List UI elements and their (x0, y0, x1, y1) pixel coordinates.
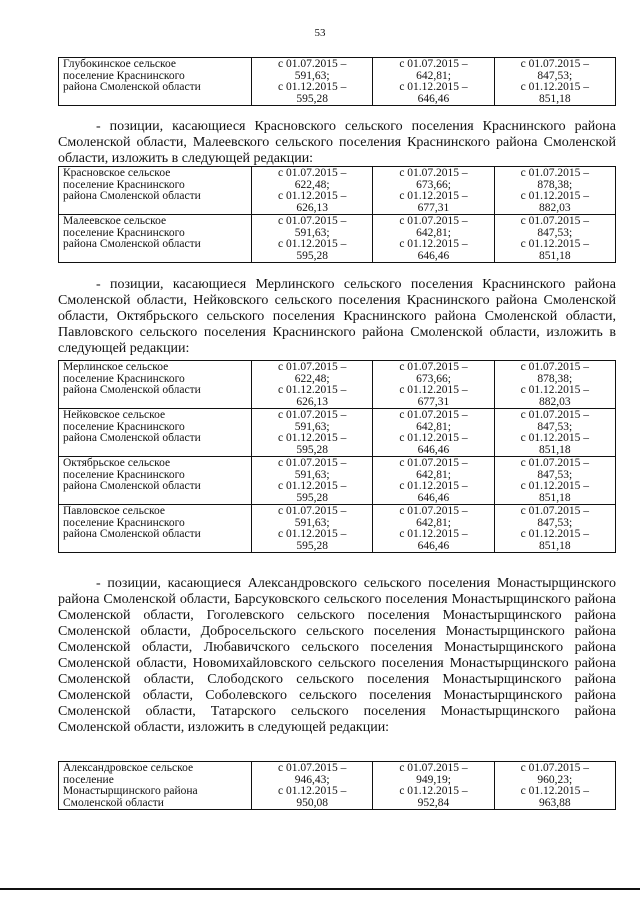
tariff-value-line: с 01.07.2015 – (399, 457, 468, 469)
tariff-value-line: 952,84 (417, 796, 450, 809)
table-row (59, 505, 616, 553)
tariff-value-line: с 01.07.2015 – (399, 58, 468, 70)
settlement-name-line: Монастырщинского района (63, 785, 198, 797)
settlement-name-line: Павловское сельское (63, 505, 165, 517)
tariff-value-line: с 01.12.2015 – (399, 238, 468, 250)
tariff-value-line: 591,63; (294, 420, 330, 433)
settlement-name-line: района Смоленской области (63, 528, 201, 540)
tariff-value-line: с 01.12.2015 – (520, 432, 589, 444)
tariff-table-glubokinskoe (58, 57, 616, 106)
tariff-value-line: с 01.12.2015 – (520, 528, 589, 540)
tariff-value-line: 847,53; (537, 226, 573, 239)
settlement-name-line: района Смоленской области (63, 190, 201, 202)
tariff-value-line: 851,18 (539, 491, 571, 504)
tariff-value-line: 591,63; (294, 516, 330, 529)
settlement-name-line: поселение Краснинского (63, 468, 185, 481)
table-row (59, 457, 616, 505)
tariff-value-line: с 01.07.2015 – (399, 167, 468, 179)
table-row (59, 409, 616, 457)
tariff-value-line: 646,46 (417, 491, 450, 504)
tariff-value-cell (494, 505, 615, 553)
tariff-table-merlinskoe-pavlovskoe (58, 360, 616, 553)
tariff-value-line: 673,66; (416, 372, 451, 385)
tariff-value-cell (373, 361, 494, 409)
paragraph-text: - позиции, касающиеся Александровского сельского поселения Монастырщинского района Смоленской области, Барсуковского сельского поселения Монастырщинского района Смоленской области, Гоголевского сельского поселения Монастырщинского района Смоленской области, Добросельского сельского поселения Монастырщинского района Смоленской области, Любавичского сельского поселения Монастырщинского района Смоленской области, Новомихайловского сельского поселения Монастырщинского района Смоленской области, Слободского сельского поселения Монастырщинского района Смоленской области, Соболевского сельского поселения Монастырщинского района Смоленской области, Татарского сельского поселения Монастырщинского района Смоленской области, изложить в следующей редакции: (58, 576, 616, 735)
tariff-table-aleksandrovskoe (58, 761, 616, 810)
tariff-value-line: с 01.07.2015 – (520, 762, 589, 774)
table-row (59, 167, 616, 215)
tariff-value-line: 642,81; (416, 226, 451, 239)
tariff-value-line: 960,23; (537, 773, 573, 786)
tariff-value-line: с 01.07.2015 – (399, 361, 468, 373)
settlement-name-line: Красновское сельское (63, 167, 171, 179)
tariff-value-cell (494, 762, 615, 810)
tariff-value-line: с 01.12.2015 – (277, 238, 347, 250)
settlement-name-cell (59, 457, 252, 505)
tariff-value-line: 847,53; (537, 516, 573, 529)
tariff-value-line: 646,46 (417, 443, 450, 456)
settlement-name-line: поселение Краснинского (63, 420, 185, 433)
tariff-value-line: 642,81; (416, 420, 451, 433)
tariff-value-cell (494, 215, 615, 263)
tariff-value-line: 591,63; (294, 226, 330, 239)
tariff-value-line: с 01.12.2015 – (277, 480, 347, 492)
tariff-value-line: 847,53; (537, 69, 573, 82)
tariff-value-cell (252, 215, 373, 263)
tariff-value-line: с 01.07.2015 – (277, 361, 347, 373)
tariff-value-cell (494, 361, 615, 409)
paragraph-krasnovskoe-maleevskoe (58, 119, 616, 167)
tariff-value-line: 595,28 (296, 92, 328, 105)
tariff-value-cell (252, 58, 373, 106)
tariff-value-line: с 01.07.2015 – (277, 505, 347, 517)
tariff-value-line: с 01.07.2015 – (520, 505, 589, 517)
table-row (59, 762, 616, 810)
tariff-value-line: с 01.12.2015 – (520, 238, 589, 250)
tariff-value-line: 595,28 (296, 539, 328, 552)
settlement-name-cell (59, 505, 252, 553)
tariff-value-line: с 01.07.2015 – (277, 457, 347, 469)
settlement-name-cell (59, 215, 252, 263)
tariff-value-line: 642,81; (416, 516, 451, 529)
settlement-name-line: Мерлинское сельское (63, 361, 169, 373)
tariff-value-line: с 01.07.2015 – (399, 215, 468, 227)
tariff-value-line: с 01.12.2015 – (399, 81, 468, 93)
tariff-value-line: с 01.07.2015 – (399, 762, 468, 774)
tariff-value-line: с 01.12.2015 – (399, 432, 468, 444)
settlement-name-line: поселение (63, 773, 114, 786)
tariff-value-line: с 01.12.2015 – (520, 190, 589, 202)
tariff-value-line: с 01.12.2015 – (399, 785, 468, 797)
tariff-value-line: 642,81; (416, 69, 451, 82)
settlement-name-cell (59, 762, 252, 810)
tariff-value-line: с 01.12.2015 – (399, 190, 468, 202)
settlement-name-line: района Смоленской области (63, 81, 201, 93)
settlement-name-line: поселение Краснинского (63, 69, 185, 82)
tariff-value-cell (252, 762, 373, 810)
tariff-value-line: 963,88 (539, 796, 571, 809)
tariff-value-line: 646,46 (417, 92, 450, 105)
tariff-value-line: с 01.12.2015 – (399, 528, 468, 540)
tariff-value-line: 622,48; (294, 372, 330, 385)
tariff-value-line: 677,31 (417, 395, 450, 408)
tariff-value-cell (373, 762, 494, 810)
page-number: 53 (314, 27, 326, 39)
tariff-value-cell (373, 457, 494, 505)
settlement-name-line: Смоленской области (63, 796, 164, 809)
tariff-value-cell (494, 58, 615, 106)
tariff-value-line: 851,18 (539, 92, 571, 105)
bottom-rule (0, 888, 640, 890)
settlement-name-line: Нейковское сельское (63, 409, 166, 421)
tariff-value-cell (373, 505, 494, 553)
settlement-name-line: Глубокинское сельское (63, 58, 177, 70)
tariff-value-line: 646,46 (417, 249, 450, 262)
tariff-value-line: с 01.12.2015 – (277, 528, 347, 540)
tariff-value-line: с 01.07.2015 – (520, 167, 589, 179)
tariff-value-cell (252, 167, 373, 215)
settlement-name-line: Малеевское сельское (63, 215, 167, 227)
tariff-value-line: 591,63; (294, 69, 330, 82)
tariff-value-line: с 01.12.2015 – (399, 480, 468, 492)
tariff-value-line: с 01.07.2015 – (520, 409, 589, 421)
tariff-value-line: 626,13 (296, 201, 328, 214)
settlement-name-line: района Смоленской области (63, 480, 201, 492)
tariff-value-line: с 01.07.2015 – (520, 58, 589, 70)
tariff-value-line: с 01.07.2015 – (520, 215, 589, 227)
tariff-value-line: с 01.07.2015 – (399, 409, 468, 421)
settlement-name-cell (59, 361, 252, 409)
tariff-value-line: 847,53; (537, 420, 573, 433)
tariff-value-cell (494, 457, 615, 505)
paragraph-text: - позиции, касающиеся Мерлинского сельского поселения Краснинского района Смоленской области, Нейковского сельского поселения Краснинского района Смоленской области, Октябрьского сельского поселения Краснинского района Смоленской области, Павловского сельского поселения Краснинского района Смоленской области, изложить в следующей редакции: (58, 277, 616, 356)
tariff-value-line: с 01.07.2015 – (277, 215, 347, 227)
tariff-value-line: 950,08 (296, 796, 328, 809)
tariff-value-line: с 01.12.2015 – (399, 384, 468, 396)
tariff-value-line: с 01.12.2015 – (520, 384, 589, 396)
tariff-value-line: 847,53; (537, 468, 573, 481)
tariff-value-line: с 01.12.2015 – (277, 785, 347, 797)
tariff-value-line: 851,18 (539, 539, 571, 552)
tariff-value-cell (373, 58, 494, 106)
tariff-value-line: 878,38; (537, 178, 573, 191)
tariff-value-line: с 01.12.2015 – (520, 81, 589, 93)
settlement-name-line: района Смоленской области (63, 432, 201, 444)
tariff-value-line: 851,18 (539, 249, 571, 262)
paragraph-monastyrshchinsky (58, 576, 616, 736)
tariff-value-line: 646,46 (417, 539, 450, 552)
tariff-value-cell (373, 215, 494, 263)
tariff-value-line: 949,19; (416, 773, 451, 786)
tariff-value-line: с 01.12.2015 – (277, 432, 347, 444)
tariff-value-line: 882,03 (539, 395, 571, 408)
table-row (59, 58, 616, 106)
tariff-value-line: с 01.12.2015 – (277, 384, 347, 396)
settlement-name-line: Октябрьское сельское (63, 457, 171, 469)
tariff-value-line: 673,66; (416, 178, 451, 191)
tariff-value-line: 626,13 (296, 395, 328, 408)
tariff-value-cell (252, 409, 373, 457)
tariff-value-line: с 01.07.2015 – (520, 361, 589, 373)
settlement-name-line: района Смоленской области (63, 238, 201, 250)
tariff-value-cell (494, 409, 615, 457)
tariff-value-line: с 01.12.2015 – (277, 81, 347, 93)
tariff-value-line: 642,81; (416, 468, 451, 481)
paragraph-text: - позиции, касающиеся Красновского сельского поселения Краснинского района Смоленской области, Малеевского сельского поселения Краснинского района Смоленской области, изложить в следующей редакции: (58, 119, 616, 166)
tariff-value-line: 622,48; (294, 178, 330, 191)
tariff-value-line: 677,31 (417, 201, 450, 214)
tariff-value-cell (252, 457, 373, 505)
tariff-table-krasnovskoe-maleevskoe (58, 166, 616, 263)
settlement-name-cell (59, 58, 252, 106)
tariff-value-line: 946,43; (294, 773, 330, 786)
tariff-value-line: с 01.07.2015 – (277, 762, 347, 774)
settlement-name-line: района Смоленской области (63, 384, 201, 396)
settlement-name-line: поселение Краснинского (63, 372, 185, 385)
table-row (59, 215, 616, 263)
settlement-name-line: поселение Краснинского (63, 226, 185, 239)
tariff-value-line: с 01.07.2015 – (277, 409, 347, 421)
tariff-value-line: 595,28 (296, 443, 328, 456)
tariff-value-cell (252, 505, 373, 553)
tariff-value-cell (373, 409, 494, 457)
settlement-name-line: Александровское сельское (63, 762, 194, 774)
tariff-value-line: с 01.12.2015 – (520, 480, 589, 492)
tariff-value-line: 878,38; (537, 372, 573, 385)
table-row (59, 361, 616, 409)
tariff-value-cell (373, 167, 494, 215)
tariff-value-line: 851,18 (539, 443, 571, 456)
tariff-value-line: 591,63; (294, 468, 330, 481)
settlement-name-cell (59, 409, 252, 457)
tariff-value-line: с 01.07.2015 – (277, 167, 347, 179)
tariff-value-cell (494, 167, 615, 215)
tariff-value-line: с 01.12.2015 – (520, 785, 589, 797)
settlement-name-cell (59, 167, 252, 215)
tariff-value-cell (252, 361, 373, 409)
tariff-value-line: с 01.07.2015 – (520, 457, 589, 469)
settlement-name-line: поселение Краснинского (63, 178, 185, 191)
settlement-name-line: поселение Краснинского (63, 516, 185, 529)
tariff-value-line: 595,28 (296, 491, 328, 504)
tariff-value-line: с 01.12.2015 – (277, 190, 347, 202)
paragraph-merlinskoe-pavlovskoe (58, 277, 616, 357)
tariff-value-line: 882,03 (539, 201, 571, 214)
tariff-value-line: с 01.07.2015 – (277, 58, 347, 70)
tariff-value-line: 595,28 (296, 249, 328, 262)
tariff-value-line: с 01.07.2015 – (399, 505, 468, 517)
